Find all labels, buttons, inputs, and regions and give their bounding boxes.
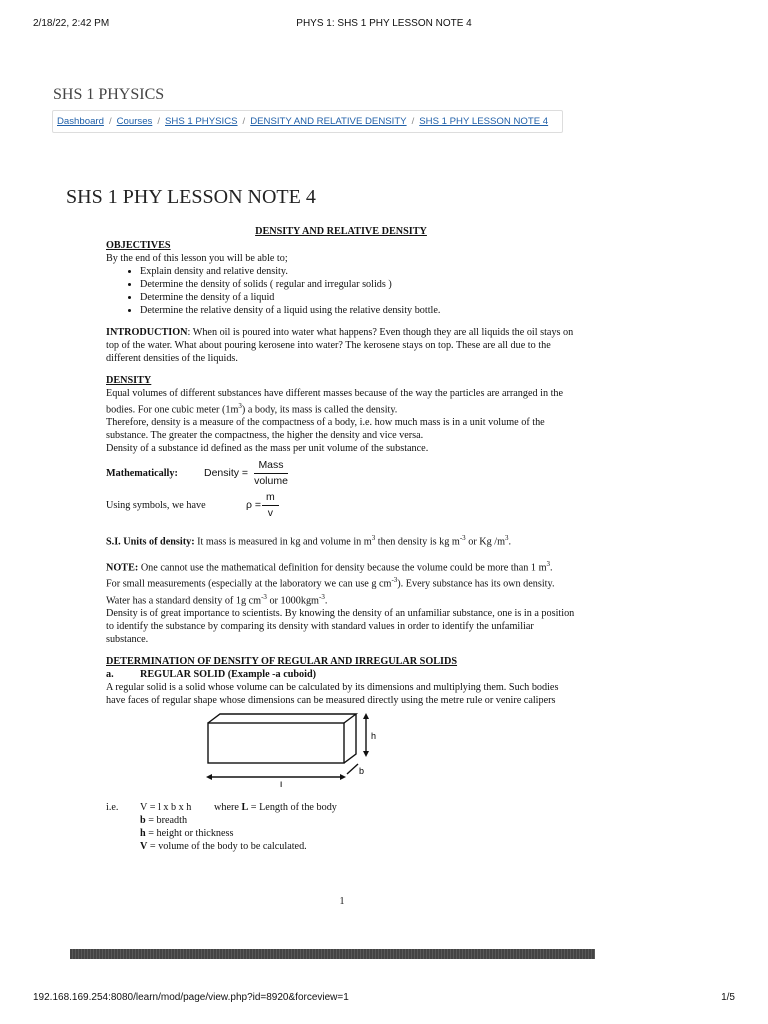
- density-p1-end: ) a body, its mass is called the density.: [241, 404, 398, 416]
- density-p1-text: Equal volumes of different substances have different masses because of the way the particles are arranged in the bodies. For one cubic meter (1m: [106, 388, 564, 416]
- doc-page-number: 1: [339, 896, 345, 907]
- definitions-list: [106, 814, 576, 853]
- definition-item: [140, 814, 576, 827]
- objectives-title: OBJECTIVES: [106, 240, 171, 251]
- symbol-formula: [106, 491, 576, 520]
- breadcrumb-courses[interactable]: Courses: [116, 116, 153, 127]
- where-prefix: where: [214, 801, 242, 813]
- length-label: l: [280, 780, 283, 787]
- si-label: S.I. Units of density:: [106, 536, 195, 548]
- height-label: h: [371, 730, 377, 741]
- intro-label: INTRODUCTION: [106, 327, 188, 338]
- breadth-label: b: [359, 765, 365, 776]
- superscript: -3: [318, 592, 325, 601]
- print-page-indicator: 1/5: [721, 992, 735, 1003]
- superscript: -3: [459, 534, 466, 543]
- objectives-intro: By the end of this lesson you will be able to;: [106, 253, 288, 264]
- definition-symbol: b: [140, 814, 146, 826]
- breadcrumb: [52, 110, 563, 133]
- regular-title: REGULAR SOLID (Example -a cuboid): [140, 668, 317, 680]
- breadcrumb-dashboard[interactable]: Dashboard: [57, 116, 104, 127]
- cuboid-top-face: [208, 714, 356, 723]
- ie-label: i.e.: [106, 801, 119, 813]
- breadcrumb-course[interactable]: SHS 1 PHYSICS: [165, 116, 238, 127]
- where-symbol: L: [241, 801, 249, 813]
- si-units-paragraph: [106, 532, 576, 548]
- note-label: NOTE:: [106, 562, 139, 574]
- cuboid-front-face: [208, 723, 344, 763]
- print-datetime: 2/18/22, 2:42 PM: [33, 18, 110, 29]
- volume-formula: V = l x b x h: [140, 801, 192, 813]
- superscript: -3: [261, 592, 267, 601]
- superscript: 3: [238, 402, 242, 410]
- definition-item: [140, 827, 576, 840]
- objective-item: • Explain density and relative density.: [140, 265, 576, 278]
- regular-solid-paragraph: A regular solid is a solid whose volume can be calculated by its dimensions and multiplying them. Such bodies have faces of regular shape whose dimensions can be measured directly using the metre rule or venire calipers: [106, 681, 559, 706]
- small-measurements-paragraph: [106, 574, 576, 607]
- lesson-document: [106, 225, 576, 853]
- formula-lhs: Density =: [204, 467, 249, 480]
- site-title[interactable]: SHS 1 PHYSICS: [53, 86, 165, 103]
- formula-denominator: volume: [254, 475, 288, 488]
- objective-item: • Determine the relative density of a liquid using the relative density bottle.: [140, 304, 576, 317]
- small-text: or 1000kgm: [266, 594, 319, 606]
- breadcrumb-separator: /: [411, 116, 415, 127]
- small-text: ). Every substance has its own density. Water has a standard density of 1g cm: [106, 578, 555, 606]
- determination-title: DETERMINATION OF DENSITY OF REGULAR AND IRREGULAR SOLIDS: [106, 655, 458, 667]
- small-text: .: [324, 594, 328, 606]
- note-paragraph: [106, 558, 576, 574]
- si-text: then density is kg m: [375, 536, 460, 548]
- superscript: 3: [505, 534, 509, 543]
- symbol-denominator: v: [267, 507, 274, 520]
- importance-paragraph: Density is of great importance to scientists. By knowing the density of an unfamiliar substance, one is in a position to identify the substance by comparing its density with standard values in order to identify the unfamiliar substance.: [106, 607, 575, 645]
- where-suffix: = Length of the body: [248, 801, 337, 813]
- breadcrumb-separator: /: [108, 116, 112, 127]
- objective-item: • Determine the density of a liquid: [140, 291, 576, 304]
- superscript: -3: [391, 576, 398, 585]
- objectives-list: [106, 265, 576, 317]
- definition-text: = breadth: [145, 814, 188, 826]
- intro-text: : When oil is poured into water what happens? Even though they are all liquids the oil stays on top of the water. What about pouring kerosene into water? The kerosene stays on top. These are all due to the different densities of the liquids.: [106, 327, 574, 364]
- breadcrumb-current-page[interactable]: SHS 1 PHY LESSON NOTE 4: [419, 116, 549, 127]
- introduction-paragraph: [106, 326, 576, 365]
- si-text: It mass is measured in kg and volume in m: [194, 536, 372, 548]
- breadcrumb-separator: /: [157, 116, 161, 127]
- regular-letter: a.: [106, 668, 114, 680]
- document-bottom-bar: [70, 949, 595, 959]
- note-end: .: [550, 562, 553, 574]
- note-text: One cannot use the mathematical definition for density because the volume could be more than 1 m: [138, 562, 547, 574]
- definition-text: = height or thickness: [145, 827, 234, 839]
- where-text: [214, 801, 337, 814]
- breadcrumb-topic[interactable]: DENSITY AND RELATIVE DENSITY: [250, 116, 407, 127]
- objective-item: • Determine the density of solids ( regular and irregular solids ): [140, 278, 576, 291]
- density-paragraph-3: Density of a substance id defined as the mass per unit volume of the substance.: [106, 443, 429, 455]
- symbols-label: Using symbols, we have: [106, 500, 206, 512]
- density-formula: [106, 459, 576, 488]
- density-paragraph-2: Therefore, density is a measure of the compactness of a body, i.e. how much mass is in a unit volume of the substance. The greater the compactness, the higher the density and vice versa.: [106, 417, 545, 442]
- definition-text: = volume of the body to be calculated.: [147, 840, 307, 852]
- cuboid-diagram: [202, 711, 392, 787]
- formula-numerator: Mass: [254, 459, 287, 474]
- si-text: or Kg /m: [465, 536, 506, 548]
- regular-solid-heading: [106, 668, 576, 681]
- volume-formula-row: [106, 801, 576, 814]
- page-title: SHS 1 PHY LESSON NOTE 4: [66, 186, 316, 208]
- density-paragraph-1: [106, 387, 576, 416]
- doc-heading: DENSITY AND RELATIVE DENSITY: [255, 226, 427, 237]
- definition-symbol: h: [140, 827, 146, 839]
- superscript: 3: [546, 559, 550, 568]
- print-url: 192.168.169.254:8080/learn/mod/page/view.php?id=8920&forceview=1: [33, 992, 349, 1003]
- definition-item: [140, 840, 576, 853]
- symbol-lhs: ρ =: [246, 499, 262, 512]
- superscript: 3: [371, 534, 376, 543]
- breadcrumb-separator: /: [242, 116, 246, 127]
- density-title: DENSITY: [106, 375, 152, 386]
- math-label: Mathematically:: [106, 468, 178, 480]
- print-tab-title: PHYS 1: SHS 1 PHY LESSON NOTE 4: [296, 18, 472, 29]
- formula-fraction: [250, 459, 292, 488]
- symbol-numerator: m: [262, 491, 279, 506]
- breadth-arrow: [347, 764, 358, 774]
- small-text: For small measurements (especially at the laboratory we can use g cm: [106, 578, 392, 590]
- definition-symbol: V: [140, 840, 148, 852]
- si-text: .: [508, 536, 512, 548]
- symbol-fraction: [262, 491, 279, 520]
